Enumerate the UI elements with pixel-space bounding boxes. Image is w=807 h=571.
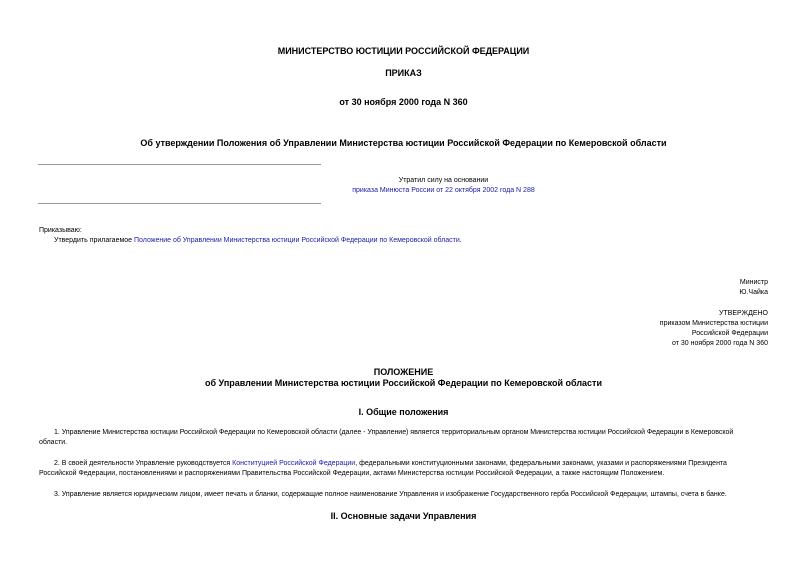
doc-type-heading: ПРИКАЗ [385,68,422,78]
p2-suffix: , федеральными конституционными законами, федеральными законами, указами и распоряжениями Президента [355,460,727,467]
signature-position: Министр [739,279,768,286]
order-title: Об утверждении Положения об Управлении Министерства юстиции Российской Федерации по Кемеровской области [140,138,667,148]
paragraph-2 [39,459,770,479]
approval-line-2: приказом Министерства юстиции [659,320,768,327]
paragraph-1-line-1: 1. Управление Министерства юстиции Российской Федерации по Кемеровской области (далее - Управление) является территориальным органом Министерства юстиции Российской Федерации в Кемеровской [54,429,734,436]
paragraph-1-line-2: области. [39,439,68,446]
p2-prefix: 2. В своей деятельности Управление руководствуется [54,460,233,467]
approval-block [660,309,768,349]
approval-line-1: УТВЕРЖДЕНО [718,310,768,317]
section-1-heading: I. Общие положения [358,407,449,417]
constitution-link[interactable]: Конституцией Российской Федерации [232,460,356,467]
repeal-order-link[interactable]: приказа Минюста России от 22 октября 2002 года N 288 [352,187,535,194]
status-note-link-wrap [40,187,807,194]
regulation-subtitle: об Управлении Министерства юстиции Российской Федерации по Кемеровской области [205,378,602,388]
paragraph-3: 3. Управление является юридическим лицом, имеет печать и бланки, содержащие полное наименование Управления и изображение Государственного герба Российской Федерации, штампы, счета в банке. [54,491,727,498]
order-intro: Приказываю: [39,227,82,234]
signature-name: Ю.Чайка [739,289,768,296]
divider-top [38,164,321,165]
approve-suffix: . [459,237,462,244]
date-number-heading: от 30 ноября 2000 года N 360 [339,97,468,107]
approval-line-4: от 30 ноября 2000 года N 360 [672,340,768,347]
order-approve-paragraph [39,236,770,246]
approval-line-3: Российской Федерации [691,330,768,337]
ministry-heading: МИНИСТЕРСТВО ЮСТИЦИИ РОССИЙСКОЙ ФЕДЕРАЦИИ [277,46,530,56]
paragraph-2-line-1 [39,459,770,469]
section-2-heading: II. Основные задачи Управления [330,511,477,521]
status-note-text: Утратил силу на основании [398,177,489,184]
paragraph-1 [39,428,770,448]
divider-bottom [38,203,321,204]
regulation-title: ПОЛОЖЕНИЕ [373,367,434,377]
approve-prefix: Утвердить прилагаемое [54,237,135,244]
regulation-link[interactable]: Положение об Управлении Министерства юстиции Российской Федерации по Кемеровской области [134,237,460,244]
paragraph-2-line-2: Российской Федерации, постановлениями и распоряжениями Правительства Российской Федерации, актами Министерства юстиции Российской Федерации, а также настоящим Положением. [39,470,665,477]
signature-block [739,278,768,298]
